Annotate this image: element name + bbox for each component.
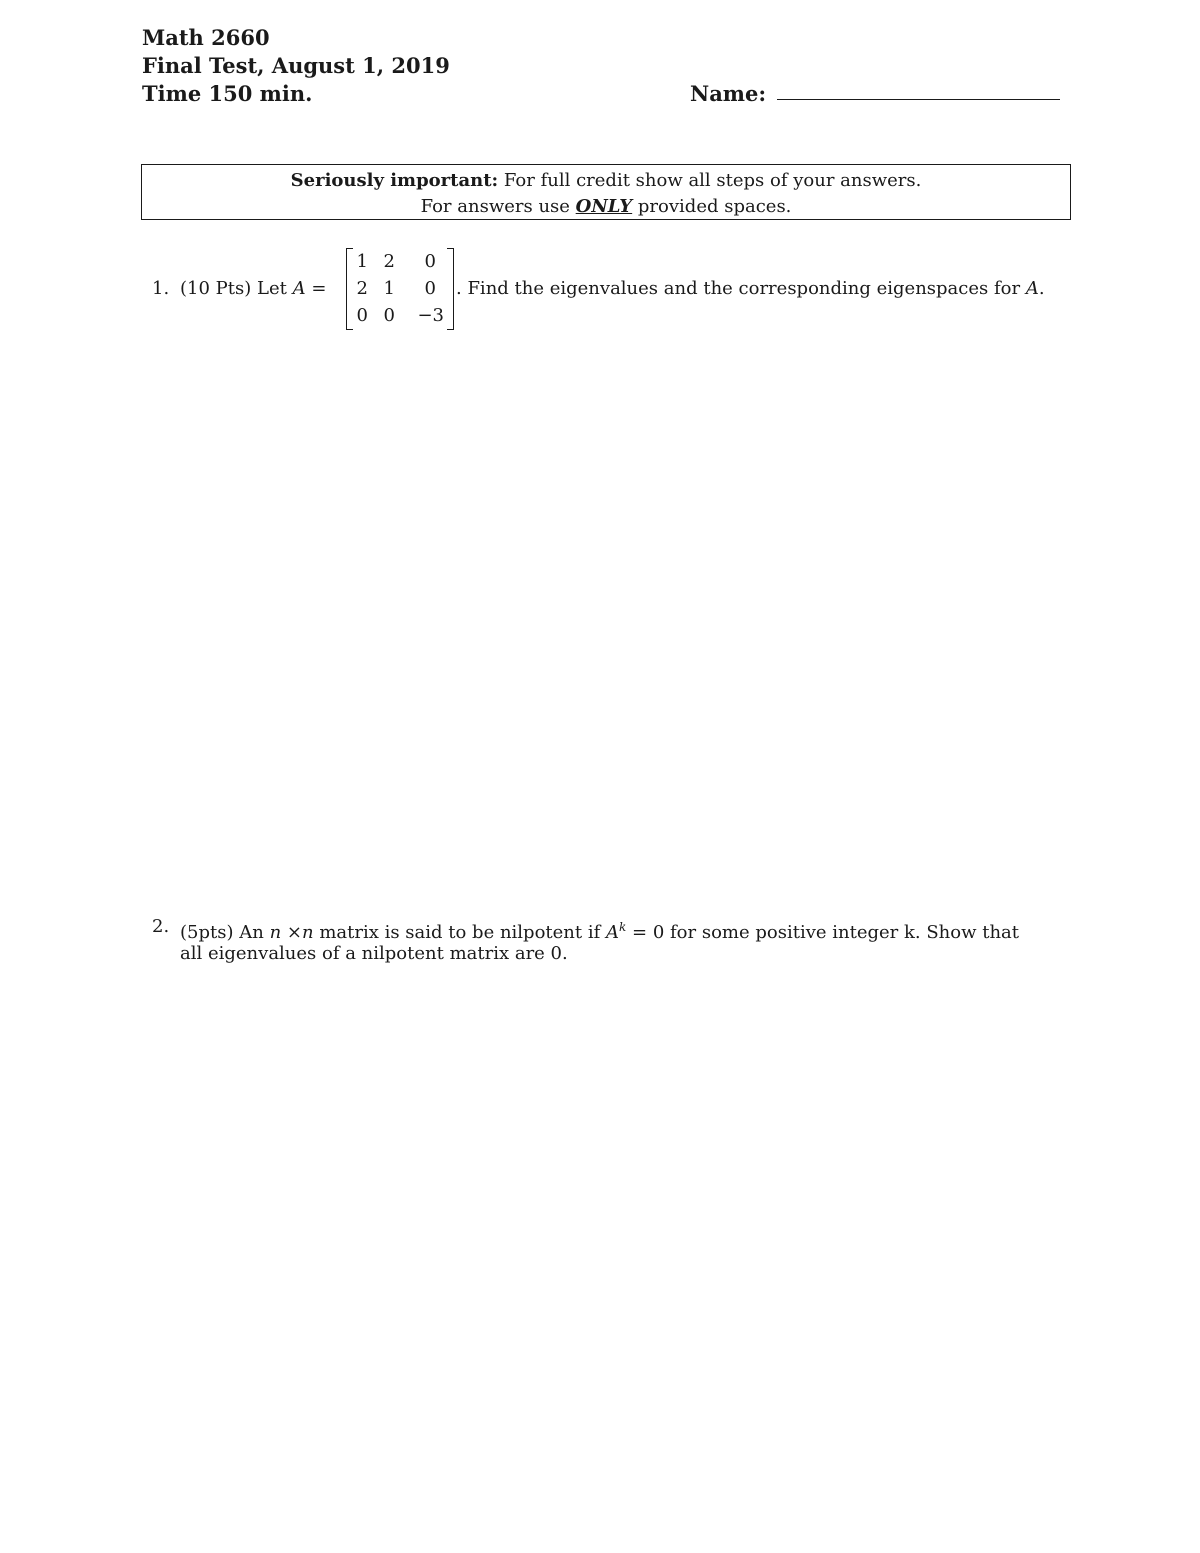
question-2-part1: An [239, 922, 264, 943]
question-1-text: . Find the eigenvalues and the corresponding eigenspaces for [456, 278, 1021, 299]
matrix-cell: 0 [356, 305, 368, 326]
matrix-cell: 1 [383, 278, 395, 299]
matrix-cell: 0 [424, 251, 436, 272]
question-1-prompt [456, 276, 1045, 302]
time-limit: Time 150 min. [142, 81, 313, 106]
notice-line1-text: For full credit show all steps of your answers. [503, 170, 922, 191]
matrix-left-bracket [346, 248, 353, 330]
matrix-cell: 2 [383, 251, 395, 272]
question-1-number: 1. [152, 278, 170, 299]
test-title: Final Test, August 1, 2019 [142, 53, 450, 78]
notice-box [141, 164, 1071, 220]
matrix-cell: 0 [424, 278, 436, 299]
question-1-equals: = [311, 278, 327, 299]
question-2-part3: = 0 for some positive integer k. Show that [632, 922, 1020, 943]
question-1-lead [180, 276, 326, 302]
question-2-number: 2. [152, 916, 170, 937]
matrix-cell: 0 [383, 305, 395, 326]
question-2-n2: n [301, 922, 314, 943]
matrix-a [346, 248, 454, 330]
question-2-times: × [286, 922, 302, 943]
matrix-cell: 2 [356, 278, 368, 299]
question-1-points: (10 Pts) [180, 278, 252, 299]
question-1-variable: A [292, 278, 306, 299]
question-2-var-a: A [606, 922, 620, 943]
notice-line-2 [142, 194, 1070, 220]
question-2-part2: matrix is said to be nilpotent if [319, 922, 601, 943]
notice-line2-prefix: For answers use [420, 196, 570, 217]
question-2-points: (5pts) [180, 922, 234, 943]
question-1-end-punct: . [1038, 278, 1045, 299]
question-2-line-2: all eigenvalues of a nilpotent matrix are 0. [180, 943, 568, 964]
matrix-right-bracket [447, 248, 454, 330]
notice-line2-suffix: provided spaces. [637, 196, 792, 217]
notice-line-1 [142, 168, 1070, 194]
notice-label: Seriously important: [290, 170, 499, 191]
course-title: Math 2660 [142, 25, 270, 50]
matrix-cell: 1 [356, 251, 368, 272]
question-1-let: Let [257, 278, 287, 299]
matrix-cell: −3 [417, 305, 444, 326]
name-label: Name: [690, 81, 767, 106]
name-blank-line[interactable] [777, 99, 1060, 100]
notice-only-emphasis: ONLY [575, 196, 633, 217]
question-2-exp-k: k [619, 920, 627, 934]
question-1-end-variable: A [1025, 278, 1039, 299]
question-2-n1: n [269, 922, 282, 943]
